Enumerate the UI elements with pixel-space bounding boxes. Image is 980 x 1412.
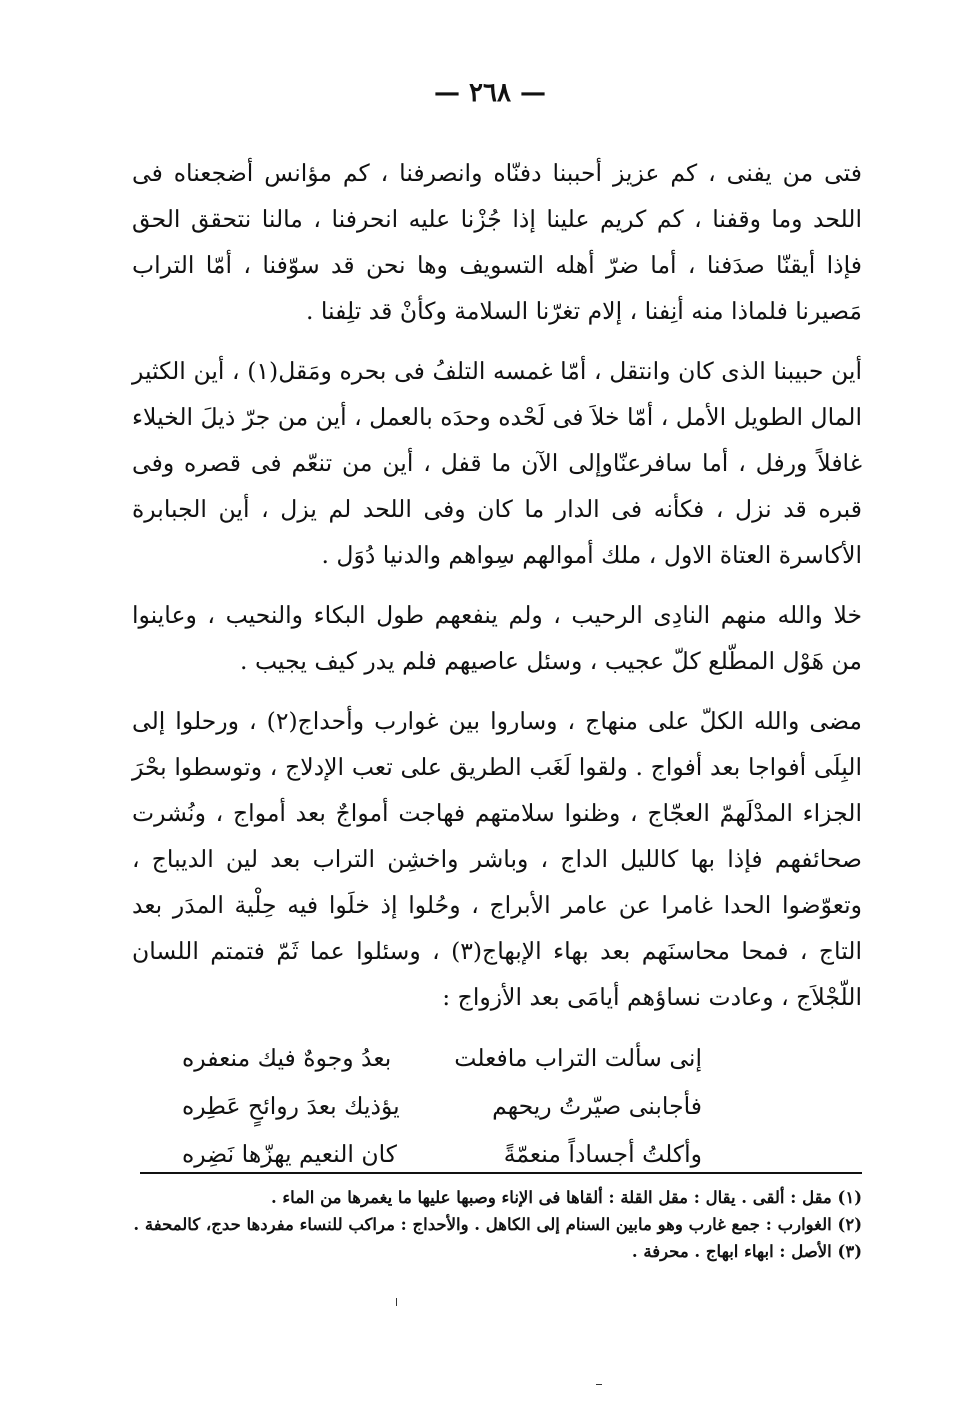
verse-3-second-hemistich: كان النعيم يهزّها نَضِره: [182, 1140, 397, 1168]
paragraph-1: فتى من يفنى ، كم عزيز أحببنا دفنّاه وانصرفنا ، كم مؤانس أضجعناه فى اللحد وما وقفنا ، كم كريم علينا إذا جُزْنا عليه انحرفنا ، مالنا نتحقق الحق فإذا أيقنّا صدَفنا ، أما ضرّ أهله التسويف وها نحن قد سوّفنا ، أمّا التراب مَصيرنا فلماذا منه أنِفنا ، إلام تغرّنا السلامة وكأنْ قد تلِفنا .: [132, 159, 862, 325]
footnote-2: (٢) الغوارب : جمع غارب وهو مابين السنام إلى الكاهل . والأحداج : مراكب للنساء مفردها حدج، كالمحفة .: [133, 1215, 862, 1234]
poem-verses: [182, 1034, 702, 1178]
verse-line-3: [182, 1130, 702, 1178]
verse-2-first-hemistich: فأجابنى صيّرتُ ريحهم: [492, 1092, 702, 1120]
footnotes: [102, 1184, 862, 1265]
scan-speck: [396, 1298, 397, 1306]
main-text: [132, 150, 862, 1178]
footnote-1: (١) مقل : ألقى . يقال : مقل القلة : ألقاها فى الإناء وصبها عليها ما يغمرها من الماء .: [270, 1188, 862, 1207]
verse-1-first-hemistich: إنى سألت التراب مافعلت: [454, 1044, 702, 1072]
verse-line-2: [182, 1082, 702, 1130]
footnote-3: (٣) الأصل : ابهاء ابهاج . محرفة .: [631, 1242, 862, 1261]
paragraph-3: خلا والله منهم النادِى الرحيب ، ولم ينفعهم طول البكاء والنحيب ، وعاينوا من هَوْل المطّلع كلّ عجيب ، وسئل عاصيهم فلم يدر كيف يجيب .: [132, 601, 862, 675]
verse-line-1: [182, 1034, 702, 1082]
verse-3-first-hemistich: وأكلتُ أجساداً منعمّةً: [503, 1140, 702, 1168]
scan-speck: [596, 1384, 602, 1385]
verse-1-second-hemistich: بعدُ وجوهٌ فيك منعفره: [182, 1044, 392, 1072]
verse-2-second-hemistich: يؤذيك بعدَ روائحٍ عَطِره: [182, 1092, 400, 1120]
footnote-separator: [140, 1172, 862, 1174]
page-number: — ٢٦٨ —: [433, 78, 547, 108]
paragraph-2: أين حبيبنا الذى كان وانتقل ، أمّا غمسه التلفُ فى بحره ومَقل(١) ، أين الكثير المال الطويل الأمل ، أمّا خلاَ فى لَحْده وحدَه بالعمل ، أين من جرّ ذيلَ الخيلاء غافلاً ورفل ، أما سافرعنّاوإلى الآن ما قفل ، أين من تنعّم فى قصره وفى قبره قد نزل ، فكأنه فى الدار ما كان وفى اللحد لم يزل ، أين الجبابرة الأكاسرة العتاة الاول ، ملك أموالهم سِواهم والدنيا دُوَل .: [132, 357, 862, 569]
paragraph-4: مضى والله الكلّ على منهاج ، وساروا بين غوارب وأحداج(٢) ، ورحلوا إلى البِلَى أفواجا بعد أفواج . ولقوا لَغَب الطريق على تعب الإدلاج ، وتوسطوا بحْرَ الجزاء المدْلَهمّ العجّاج ، وظنوا سلامتهم فهاجت أمواجٌ بعد أمواج ، ونُشرت صحائفهم فإذا بها كالليل الداج ، وباشر واخشِن التراب بعد لين الديباج ، وتعوّضوا الحدا غامرا عن عامر الأبراج ، وحُلوا إذ خلَوا فيه حِلْية المدَر بعد التاج ، فمحا محاسنَهم بعد بهاء الإبهاج(٣) ، وسئلوا عما ثَمّ فتمتم اللسان اللّجْلاَج ، وعادت نساؤهم أيامَى بعد الأزواج :: [132, 707, 862, 1011]
